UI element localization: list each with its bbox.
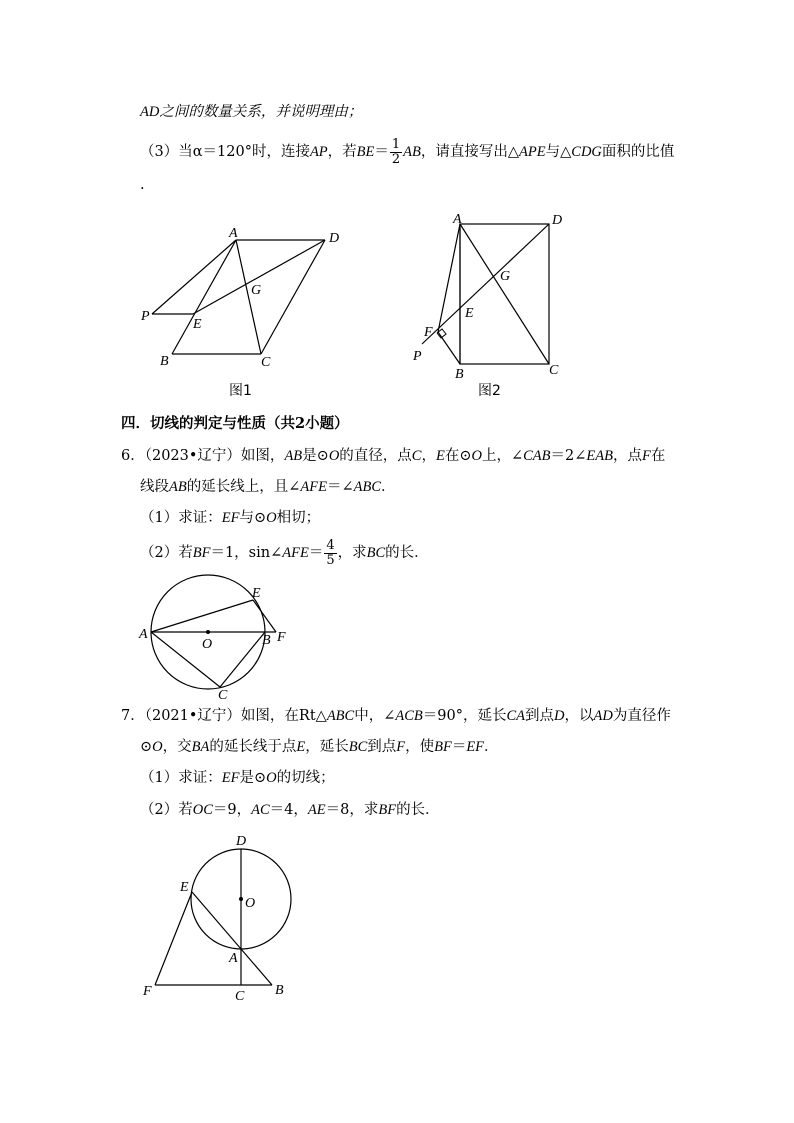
q5-p3-ap: AP [309,144,328,160]
q7-p1-c: 的切线； [276,770,335,786]
section-heading-text: 四．切线的判定与性质（共2小题） [121,415,349,432]
q6-label-b: B [262,633,271,648]
fig2-label-a: A [453,212,462,227]
q6-l1-cpt: C [411,448,422,464]
q6-l1-g: 上，∠ [481,448,524,464]
q6-p1-ef: EF [221,510,240,526]
q6-l2-abc: ABC [353,479,381,495]
fig2-label-g: G [500,269,511,284]
q6-center-dot [206,630,210,634]
q7-p2-ae: AE [307,802,326,818]
q7-l1-f: 为直径作 [612,708,671,724]
q7-l2-o: O [152,739,163,755]
q6-p2-b: ＝1，sin∠ [210,545,283,561]
fig2-label-p: P [413,349,422,364]
q7-l2-h: ＝ [451,739,467,755]
q6-label-c: C [218,688,228,703]
section-heading [121,414,349,434]
q6-l1-c: 的直径，点 [339,448,412,464]
fig2-label-d: D [552,213,563,228]
figure-2-lines [422,224,549,364]
q5-text: AD之间的数量关系，并说明理由； [140,104,363,120]
q7-label-a: A [229,951,238,966]
q7-p2-d: ＝8，求 [325,802,379,818]
q7-figure-lines [155,849,291,985]
q6-p2-den: 5 [326,552,335,568]
q6-l2-a: 线段 [140,479,169,495]
q6-l1-cab: CAB [523,448,551,464]
q7-l1-b: 中，∠ [354,708,396,724]
q6-p2-afe: AFE [282,545,309,561]
q6-line2 [140,477,396,497]
q5-p3-cdg: CDG [571,144,602,160]
q7-label-b: B [275,983,284,998]
q7-p2-oc: OC [192,802,213,818]
q6-p2-bc: BC [366,545,386,561]
q6-label-e: E [252,586,261,601]
q6-part2 [140,537,429,569]
q7-p2-bf: BF [378,802,397,818]
q6-p1-a: （1）求证： [140,510,222,526]
q7-line2 [140,737,499,757]
q7-l2-f: 到点 [367,739,397,755]
q6-p1-b: 与⊙ [239,510,267,526]
q5-p3-with: 与△ [545,144,572,160]
fig1-label-b: B [160,354,169,369]
q5-p3-prefix: （3）当α＝120°时，连接 [140,144,310,160]
q6-l1-o2: O [471,448,482,464]
q5-p3-frac-den: 2 [391,151,401,167]
q6-l1-j: 在 [650,448,666,464]
q7-p2-c: ＝4， [269,802,308,818]
q6-l1-fpt: F [641,448,651,464]
q7-l2-bf: BF [434,739,452,755]
q6-p2-bf: BF [192,545,211,561]
q6-label-o: O [202,637,213,652]
q5-p3-mid: ，若 [327,144,357,160]
q6-l1-d: ， [421,448,436,464]
q6-part1 [140,508,320,528]
q5-p3-dot: . [140,177,145,193]
figure-1-lines [152,240,325,354]
fig1-label-c: C [261,355,271,370]
q7-l1-ad: AD [593,708,613,724]
q7-p2-ac: AC [251,802,270,818]
q7-l2-i: ． [484,739,499,755]
q7-part2 [140,800,440,820]
q6-l2-d: ． [381,479,396,495]
q6-l1-i: ，点 [612,448,642,464]
q7-l1-abc: ABC [326,708,355,724]
q7-l1-dpt: D [554,708,565,724]
q7-label-f: F [143,984,152,999]
fig2-label-f: F [424,325,433,340]
q6-l1-o: O [328,448,340,464]
q5-p3-be: BE [356,144,375,160]
q5-p3-end: 面积的比值 [601,144,675,160]
q7-p2-a: （2）若 [140,802,193,818]
q6-l1-e: E [435,448,445,464]
fig1-label-a: A [229,226,238,241]
q6-l1-h: ＝2∠ [550,448,587,464]
q7-l2-ef: EF [466,739,485,755]
q7-l2-d: ，延长 [305,739,349,755]
q6-l1-ab: AB [284,448,303,464]
q7-l2-g: ，使 [405,739,435,755]
q7-label-o: O [245,896,256,911]
q6-label-a: A [139,627,148,642]
q7-l2-c: 的延长线于点 [209,739,297,755]
q6-p2-fraction [324,539,336,568]
q6-p2-num: 4 [326,537,335,553]
q6-l1-a: 6．（2023•辽宁）如图， [121,448,285,464]
q5-p3-suffix: ，请直接写出△ [420,144,520,160]
q7-label-d: D [236,834,247,849]
q6-l1-f: 在⊙ [444,448,472,464]
q7-part1 [140,768,335,788]
q7-l1-acb: ACB [395,708,423,724]
q7-p1-ef: EF [221,770,240,786]
q6-p2-a: （2）若 [140,545,193,561]
q7-l1-d: 到点 [525,708,554,724]
q6-l2-ab: AB [169,479,187,495]
fig2-caption: 图2 [478,383,501,399]
q7-l2-fpt: F [396,739,406,755]
q6-l2-b: 的延长线上，且∠ [186,479,301,495]
q7-l2-e: E [296,739,306,755]
q7-l1-c: ＝90°，延长 [422,708,507,724]
q5-p3-frac-num: 1 [391,136,401,152]
q7-p1-b: 是⊙ [239,770,267,786]
fig2-label-e: E [465,306,474,321]
q7-label-c: C [235,989,245,1004]
q6-l2-afe: AFE [300,479,327,495]
q7-l1-ca: CA [506,708,525,724]
q7-center-dot [239,897,243,901]
q6-p2-d: ，求 [337,545,367,561]
q5-p3-ab: AB [403,144,421,160]
fig1-label-e: E [193,317,202,332]
q5-p3-eq: ＝ [374,144,389,160]
fig1-label-p: P [141,309,150,324]
q6-p2-c: ＝ [308,545,324,561]
q7-l2-b: ，交 [162,739,192,755]
q6-l1-b: 是⊙ [302,448,329,464]
fig1-label-d: D [329,231,340,246]
q5-p3-ape: APE [519,144,546,160]
q7-p2-b: ＝9， [212,802,252,818]
q7-line1 [121,706,671,726]
q6-line1 [121,446,665,466]
fig2-label-b: B [455,367,464,382]
q6-p1-c: 相切； [276,510,321,526]
q7-p1-o: O [266,770,277,786]
q7-l2-a: ⊙ [140,739,153,755]
q7-p2-e: 的长． [396,802,440,818]
fig1-caption: 图1 [229,383,252,399]
q7-l1-a: 7．（2021•辽宁）如图，在Rt△ [121,708,327,724]
q6-p2-e: 的长． [385,545,429,561]
q6-p1-o: O [266,510,277,526]
q7-l2-bc: BC [348,739,368,755]
q7-l1-e: ，以 [564,708,594,724]
q6-label-f: F [277,630,286,645]
fig2-label-c: C [549,363,559,378]
fig1-label-g: G [251,283,262,298]
q7-label-e: E [180,880,189,895]
q7-p1-a: （1）求证： [140,770,222,786]
q6-l1-eab: EAB [586,448,613,464]
q6-l2-c: ＝∠ [326,479,354,495]
q7-l2-ba: BA [191,739,210,755]
